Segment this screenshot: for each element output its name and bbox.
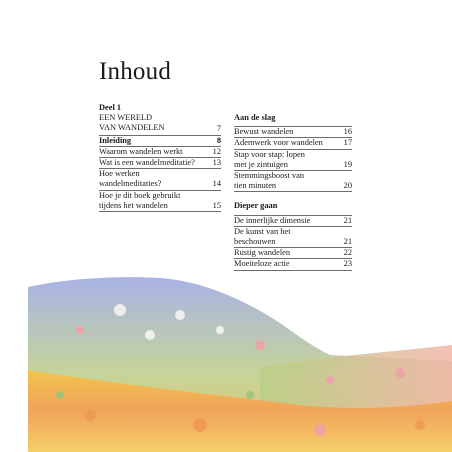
toc-left-column [99, 103, 221, 212]
part-title-line2: VAN WANDELEN [99, 123, 165, 133]
toc-entry[interactable] [99, 191, 221, 212]
toc-entry-label: Stap voor stap: lopen met je zintuigen [234, 149, 305, 169]
toc-entry-page: 15 [212, 200, 221, 210]
part-title[interactable] [99, 113, 221, 135]
toc-entry-page: 19 [343, 159, 352, 169]
toc-entry[interactable] [99, 147, 221, 158]
toc-entry-label: Bewust wandelen [234, 127, 294, 137]
toc-entry-page: 21 [343, 215, 352, 225]
toc-entry[interactable] [234, 138, 352, 149]
toc-entry-page: 23 [343, 259, 352, 269]
toc-entry[interactable] [234, 215, 352, 227]
toc-entry-page: 8 [216, 135, 221, 145]
toc-entry-label: Moeiteloze actie [234, 259, 290, 269]
toc-entry-label: Ademwerk voor wandelen [234, 138, 323, 148]
toc-entry-inleiding[interactable] [99, 136, 221, 147]
toc-entry[interactable] [234, 248, 352, 259]
section-heading: Dieper gaan [234, 201, 278, 211]
toc-entry[interactable] [234, 259, 352, 270]
toc-entry-label: Hoe je dit boek gebruikt tijdens het wandelen [99, 190, 181, 210]
toc-entry[interactable] [234, 227, 352, 248]
toc-entry[interactable] [99, 169, 221, 190]
toc-entry[interactable] [234, 150, 352, 171]
toc-entry[interactable] [234, 126, 352, 138]
toc-entry-label: Hoe werken wandelmeditaties? [99, 169, 162, 189]
part-page-number: 7 [216, 124, 221, 134]
toc-entry-page: 17 [343, 138, 352, 148]
toc-entry-label: Stemmingsboost van tien minuten [234, 171, 305, 191]
toc-entry-label: De innerlijke dimensie [234, 215, 311, 225]
toc-entry-page: 16 [343, 127, 352, 137]
toc-entry-page: 13 [212, 158, 221, 168]
toc-entry-label: Waarom wandelen werkt [99, 146, 183, 156]
toc-entry-page: 21 [343, 237, 352, 247]
meadow-illustration [0, 275, 452, 452]
toc-entry-label: Inleiding [99, 135, 132, 145]
toc-entry-page: 20 [343, 181, 352, 191]
part-label: Deel 1 [99, 103, 122, 112]
toc-entry-page: 22 [343, 248, 352, 258]
toc-entry-label: Wat is een wandelmeditatie? [99, 158, 195, 168]
toc-entry-label: De kunst van het beschouwen [234, 226, 291, 247]
toc-entry[interactable] [234, 171, 352, 192]
section-heading: Aan de slag [234, 113, 276, 122]
part-title-line1: EEN WERELD [99, 113, 153, 123]
toc-entry-page: 12 [212, 146, 221, 156]
toc-entry-label: Rustig wandelen [234, 248, 291, 258]
toc-entry-page: 14 [212, 179, 221, 189]
toc-right-column [234, 113, 352, 271]
page-title: Inhoud [99, 58, 172, 85]
toc-entry[interactable] [99, 158, 221, 169]
